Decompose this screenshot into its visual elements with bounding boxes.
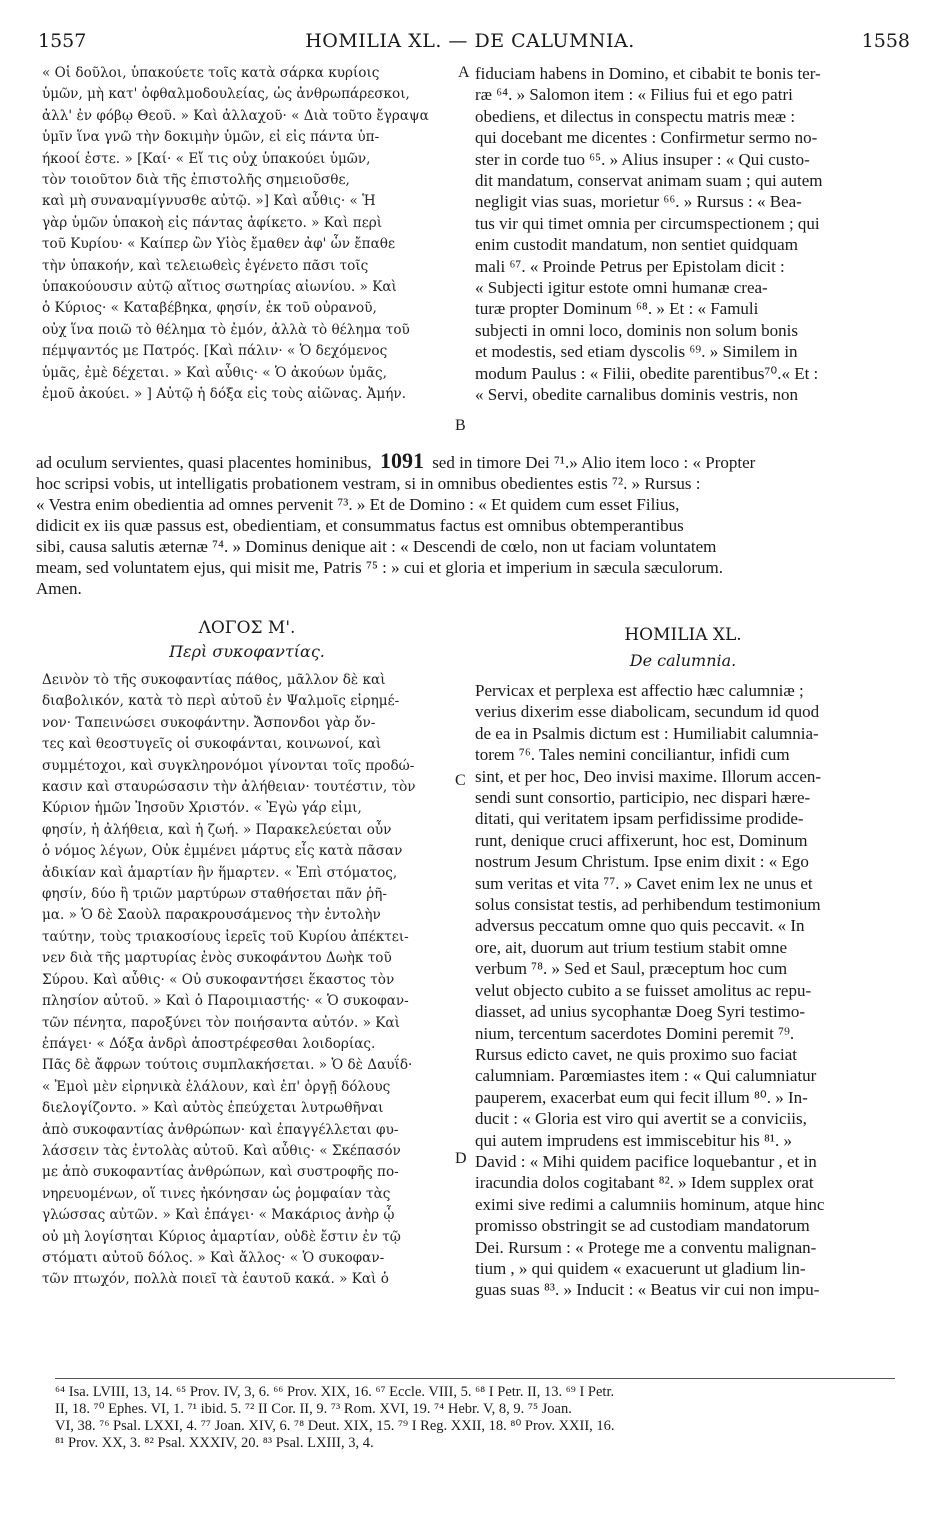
latin-homily-title: HOMILIA XL. (624, 625, 742, 645)
footnote-rule (55, 1378, 895, 1379)
margin-letter-a: A (458, 64, 470, 81)
footnotes: ⁶⁴ Isa. LVIII, 13, 14. ⁶⁵ Prov. IV, 3, 6. ⁶⁶ Prov. XIX, 16. ⁶⁷ Eccle. VIII, 5. ⁶⁸ I Petr. II, 13. ⁶⁹ I Petr. II, 18. ⁷⁰ Ephes. VI, 1. ⁷¹ ibid. 5. ⁷² II Cor. II, 9. ⁷³ Rom. XVI, 19. ⁷⁴ Hebr. V, 8, 9. ⁷⁵ Joan. VI, 38. ⁷⁶ Psal. LXXI, 4. ⁷⁷ Joan. XIV, 6. ⁷⁸ Deut. XIX, 15. ⁷⁹ I Reg. XXII, 18. ⁸⁰ Prov. XXII, 16. ⁸¹ Prov. XX, 3. ⁸² Psal. XXXIV, 20. ⁸³ Psal. LXIII, 3, 4. (55, 1384, 615, 1451)
full-width-line (36, 449, 896, 473)
full-width-text: hoc scripsi vobis, ut intelligatis probationem vestram, si in omnibus obedientes estis ⁷². » Rursus : « Vestra enim obedientia ad omnes pervenit ⁷³. » Et de Domino : « Et quidem cum esset Filius, didicit ex iis quæ passus est, obedientiam, et consummatus factus est omnibus obtemperantibus sibi, causa salutis æternæ ⁷⁴. » Dominus denique ait : « Descendi de cœlo, non ut faciam voluntatem meam, sed voluntatem ejus, qui misit me, Patris ⁷⁵ : » cui et gloria et imperium in sæcula sæculorum. Amen. (36, 474, 724, 598)
greek-homily-subtitle: Περὶ συκοφαντίας. (169, 642, 325, 661)
column-number-left: 1557 (38, 30, 87, 52)
column-number-right: 1558 (861, 30, 910, 52)
greek-homily-text: Δεινὸν τὸ τῆς συκοφαντίας πάθος, μᾶλλον δὲ καὶ διαβολικόν, κατὰ τὸ περὶ αὐτοῦ ἐν Ψαλμοῖς εἰρημέ- νον· Ταπεινώσει συκοφάντην. Ἄσπονδοι γὰρ ὄν- τες καὶ θεοστυγεῖς οἱ συκοφάνται, κοινωνοί, καὶ συμμέτοχοι, καὶ συγκληρονόμοι γίνονται τοῖς προδώ- κασιν καὶ σταυρώσασιν τὴν ἀλήθειαν· τουτέστιν, τὸν Κύριον ἡμῶν Ἰησοῦν Χριστόν. « Ἐγὼ γάρ εἰμι, φησίν, ἡ ἀλήθεια, καὶ ἡ ζωή. » Παρακελεύεται οὖν ὁ νόμος λέγων, Οὐκ ἐμμένει μάρτυς εἷς κατὰ πᾶσαν ἀδικίαν καὶ ἁμαρτίαν ἣν ἥμαρτεν. « Ἐπὶ στόματος, φησίν, δύο ἢ τριῶν μαρτύρων σταθήσεται πᾶν ῥῆ- μα. » Ὁ δὲ Σαοὺλ παρακρουσάμενος τὴν ἐντολὴν ταύτην, τοὺς τριακοσίους ἱερεῖς τοῦ Κυρίου ἀπέκτει- νεν διὰ τῆς μαρτυρίας ἑνὸς συκοφάντου Δωὴκ τοῦ Σύρου. Καὶ αὖθις· « Οὐ συκοφαντήσει ἕκαστος τὸν πλησίον αὐτοῦ. » Καὶ ὁ Παροιμιαστής· « Ὁ συκοφαν- τῶν πένητα, παροξύνει τὸν ποιήσαντα αὐτόν. » Καὶ ἐπάγει· « Δόξα ἀνδρὶ ἀποστρέφεσθαι λοιδορίας. Πᾶς δὲ ἄφρων τούτοις συμπλακήσεται. » Ὁ δὲ Δαυΐδ· « Ἐμοὶ μὲν εἰρηνικὰ ἐλάλουν, καὶ ἐπ' ὀργῇ δόλους διελογίζοντο. » Καὶ αὐτὸς ἐπεύχεται λυτρωθῆναι ἀπὸ συκοφαντίας ἀνθρώπων· καὶ ἐπαγγέλλεται φυ- λάσσειν τὰς ἐντολὰς αὐτοῦ. Καὶ αὖθις· « Σκέπασόν με ἀπὸ συκοφαντίας ἀνθρώπων, καὶ συστροφῆς πο- νηρευομένων, οἵ τινες ἠκόνησαν ὡς ῥομφαίαν τὰς γλώσσας αὐτῶν. » Καὶ ἐπάγει· « Μακάριος ἀνὴρ ᾧ οὐ μὴ λογίσηται Κύριος ἁμαρτίαν, οὐδὲ ἔστιν ἐν τῷ στόματι αὐτοῦ δόλος. » Καὶ ἄλλος· « Ὁ συκοφαν- τῶν πτωχόν, πολλὰ ποιεῖ τὰ ἑαυτοῦ κακά. » Καὶ ὁ (42, 672, 416, 1288)
margin-letter-d: D (455, 1150, 467, 1167)
full-width-text-before: ad oculum servientes, quasi placentes hominibus, (36, 453, 372, 472)
margin-letter-c: C (455, 772, 466, 789)
latin-homily-text: Pervicax et perplexa est affectio hæc calumniæ ; verius dixerim esse diabolicam, secundum id quod de ea in Psalmis dictum est : Humiliabit calumnia- torem ⁷⁶. Tales nemini conciliantur, infidi cum sint, et per hoc, Deo invisi maxime. Illorum accen- sendi sunt consortio, participio, nec dispari hære- ditati, qui veritatem ipsam perfidissime prodide- runt, denique cruci affixerunt, hoc est, Dominum nostrum Jesum Christum. Ipse enim dixit : « Ego sum veritas et vita ⁷⁷. » Cavet enim lex ne unus et solus consistat testis, ad perhibendum testimonium adversus peccatum omne quo quis peccavit. « In ore, ait, duorum aut trium testium stabit omne verbum ⁷⁸. » Sed et Saul, præceptum hoc cum velut objecto cubito a se fuisset amolitus ac repu- diasset, ad unius sycophantæ Doeg Syri testimo- nium, tercentum sacerdotes Domini peremit ⁷⁹. Rursus edicto cavet, ne quis proximo suo faciat calumniam. Parœmiastes item : « Qui calumniatur pauperem, exacerbat eum qui fecit illum ⁸⁰. » In- ducit : « Gloria est viro qui avertit se a conviciis, qui autem imprudens est immiscebitur his ⁸¹. » David : « Mihi quidem pacifice loquebantur , et in iracundia dolos cogitabant ⁸². » Idem supplex orat eximi sive redimi a calumniis hominum, atque hinc promisso obstringit se ad custodiam mandatorum Dei. Rursum : « Protege me a conventu malignan- tium , » qui quidem « exacuerunt ut gladium lin- guas suas ⁸³. » Inducit : « Beatus vir cui non impu- (475, 681, 825, 1300)
greek-homily-title: ΛΟΓΟΣ Μ'. (198, 618, 296, 638)
latin-homily-subtitle: De calumnia. (629, 651, 737, 670)
margin-letter-b: B (455, 417, 466, 434)
full-width-text-after: sed in timore Dei ⁷¹.» Alio item loco : « Propter (432, 453, 756, 472)
running-header (30, 30, 910, 58)
greek-text-top: « Οἱ δοῦλοι, ὑπακούετε τοῖς κατὰ σάρκα κυρίοις ὑμῶν, μὴ κατ' ὀφθαλμοδουλείας, ὡς ἀνθρωπάρεσκοι, ἀλλ' ἐν φόβῳ Θεοῦ. » Καὶ ἀλλαχοῦ· « Διὰ τοῦτο ἔγραψα ὑμῖν ἵνα γνῶ τὴν δοκιμὴν ὑμῶν, εἰ εἰς πάντα ὑπ- ήκοοί ἐστε. » [Καί· « Εἴ τις οὐχ ὑπακούει ὑμῶν, τὸν τοιοῦτον διὰ τῆς ἐπιστολῆς σημειοῦσθε, καὶ μὴ συναναμίγνυσθε αὐτῷ. »] Καὶ αὖθις· « Ἡ γὰρ ὑμῶν ὑπακοὴ εἰς πάντας ἀφίκετο. » Καὶ περὶ τοῦ Κυρίου· « Καίπερ ὢν Υἱὸς ἔμαθεν ἀφ' ὧν ἔπαθε τὴν ὑπακοήν, καὶ τελειωθεὶς ἐγένετο πᾶσι τοῖς ὑπακούουσιν αὐτῷ αἴτιος σωτηρίας αἰωνίου. » Καὶ ὁ Κύριος· « Καταβέβηκα, φησίν, ἐκ τοῦ οὐρανοῦ, οὐχ ἵνα ποιῶ τὸ θέλημα τὸ ἐμόν, ἀλλὰ τὸ θέλημα τοῦ πέμψαντός με Πατρός. [Καὶ πάλιν· « Ὁ δεχόμενος ὑμᾶς, ἐμὲ δέχεται. » Καὶ αὖθις· « Ὁ ἀκούων ὑμᾶς, ἐμοῦ ἀκούει. » ] Αὐτῷ ἡ δόξα εἰς τοὺς αἰῶνας. Ἀμήν. (42, 65, 429, 403)
latin-text-top: fiduciam habens in Domino, et cibabit te bonis ter- ræ ⁶⁴. » Salomon item : « Filius fui et ego patri obediens, et dilectus in conspectu matris meæ : qui docebant me dicentes : Confirmetur sermo no- ster in corde tuo ⁶⁵. » Alius insuper : « Qui custo- dit mandatum, conservat animam suam ; qui autem negligit vias suas, morietur ⁶⁶. » Rursus : « Bea- tus vir qui timet omnia per circumspectionem ; qui enim custodit mandatum, non sentiet quidquam mali ⁶⁷. « Proinde Petrus per Epistolam dicit : « Subjecti igitur estote omni humanæ crea- turæ propter Dominum ⁶⁸. » Et : « Famuli subjecti in omni loco, dominis non solum bonis et modestis, sed etiam dyscolis ⁶⁹. » Similem in modum Paulus : « Filii, obedite parentibus⁷⁰.« Et : « Servi, obedite carnalibus dominis vestris, non (475, 64, 823, 405)
column-number-1091: 1091 (379, 448, 424, 473)
page-title: HOMILIA XL. — DE CALUMNIA. (305, 30, 635, 52)
